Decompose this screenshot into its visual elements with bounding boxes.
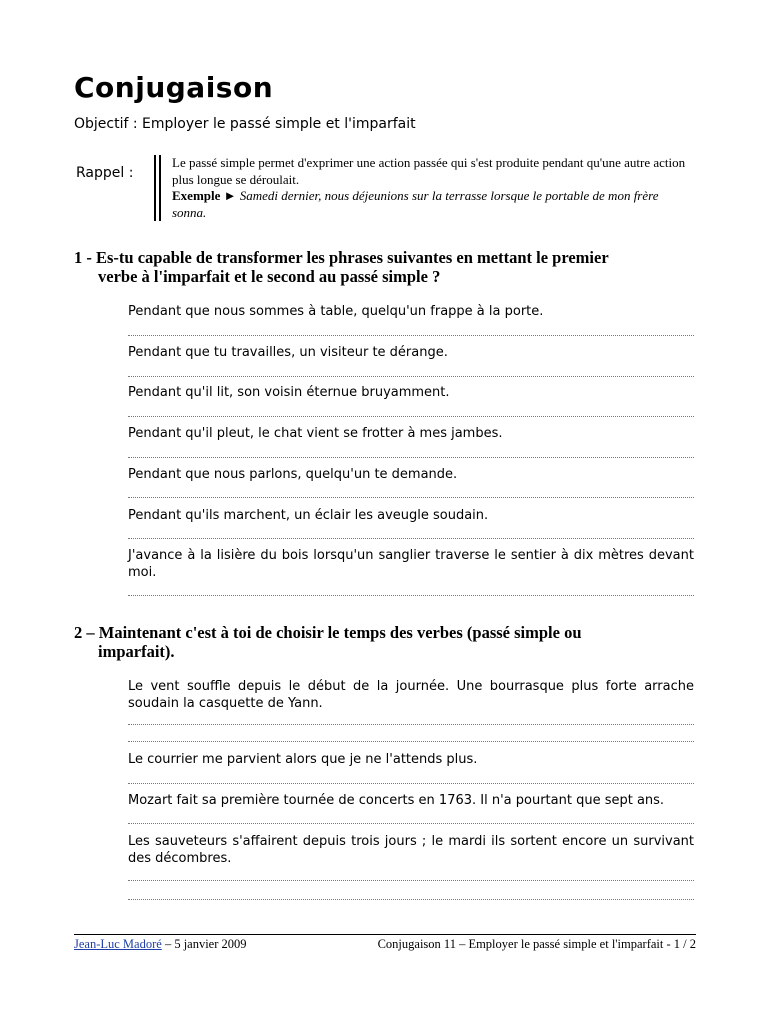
example-text: Samedi dernier, nous déjeunions sur la terrasse lorsque le portable de mon frère sonna. (172, 188, 659, 220)
exercise-sentence: Pendant qu'il pleut, le chat vient se frotter à mes jambes. (128, 426, 503, 441)
rappel-text (172, 155, 692, 221)
objective: Objectif : Employer le passé simple et l'imparfait (74, 116, 416, 132)
exercise-sentence: Pendant qu'ils marchent, un éclair les aveugle soudain. (128, 508, 489, 523)
exercise-sentence: Le courrier me parvient alors que je ne l'attends plus. (128, 752, 478, 767)
answer-line[interactable] (128, 335, 694, 336)
exercise-sentence: Pendant que nous parlons, quelqu'un te demande. (128, 467, 458, 482)
exercise-sentence: Pendant que tu travailles, un visiteur te dérange. (128, 345, 448, 360)
answer-line[interactable] (128, 880, 694, 881)
answer-line[interactable] (128, 899, 694, 900)
footer-divider (74, 934, 696, 935)
answer-line[interactable] (128, 741, 694, 742)
answer-line[interactable] (128, 823, 694, 824)
answer-line[interactable] (128, 724, 694, 725)
section1-title-line1: 1 - Es-tu capable de transformer les phrases suivantes en mettant le premier (74, 248, 609, 267)
answer-line[interactable] (128, 538, 694, 539)
rappel-box (154, 155, 700, 221)
section2-title (74, 623, 694, 661)
footer-date: – 5 janvier 2009 (161, 937, 247, 951)
answer-line[interactable] (128, 416, 694, 417)
answer-line[interactable] (128, 783, 694, 784)
footer-right: Conjugaison 11 – Employer le passé simple et l'imparfait - 1 / 2 (377, 937, 696, 951)
exercise-sentence: Mozart fait sa première tournée de concerts en 1763. Il n'a pourtant que sept ans. (128, 793, 665, 808)
example-label: Exemple ► (172, 188, 237, 203)
rappel-rule: Le passé simple permet d'exprimer une action passée qui s'est produite pendant qu'une autre action plus longue se déroulait. (172, 155, 686, 187)
answer-line[interactable] (128, 457, 694, 458)
answer-line[interactable] (128, 497, 694, 498)
answer-line[interactable] (128, 595, 694, 596)
section1-title (74, 248, 694, 286)
section1-title-line2: verbe à l'imparfait et le second au passé simple ? (98, 267, 441, 286)
exercise-sentence: Pendant que nous sommes à table, quelqu'un frappe à la porte. (128, 304, 544, 319)
page-title: Conjugaison (74, 71, 274, 104)
exercise-sentence: Le vent souffle depuis le début de la journée. Une bourrasque plus forte arrache soudain la casquette de Yann. (128, 679, 694, 711)
footer-left (74, 936, 247, 952)
author-link[interactable]: Jean-Luc Madoré (74, 937, 162, 951)
section2-title-line2: imparfait). (98, 642, 175, 661)
exercise-sentence: Pendant qu'il lit, son voisin éternue bruyamment. (128, 385, 450, 400)
section2-title-line1: 2 – Maintenant c'est à toi de choisir le temps des verbes (passé simple ou (74, 623, 582, 642)
rappel-label: Rappel : (76, 165, 134, 181)
answer-line[interactable] (128, 376, 694, 377)
exercise-sentence: Les sauveteurs s'affairent depuis trois jours ; le mardi ils sortent encore un survivant des décombres. (128, 834, 694, 866)
exercise-sentence: J'avance à la lisière du bois lorsqu'un sanglier traverse le sentier à dix mètres devant moi. (128, 548, 694, 580)
